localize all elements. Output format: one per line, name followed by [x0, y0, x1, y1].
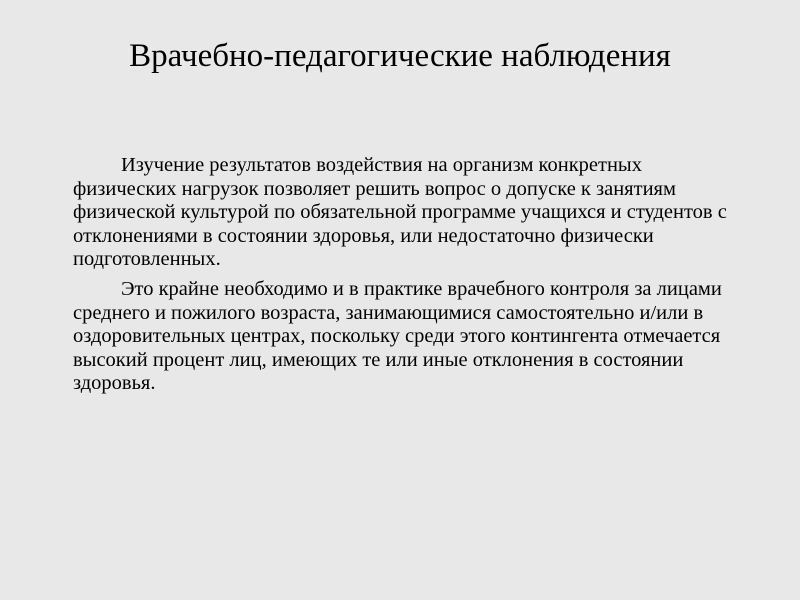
slide-title: Врачебно-педагогические наблюдения	[129, 38, 671, 74]
body-paragraph-1: Изучение результатов воздействия на организм конкретных физических нагрузок позволяет решить вопрос о допуске к занятиям физической культурой по обязательной программе учащихся и студентов с отклонениями в состоянии здоровья, или недостаточно физически подготовленных.	[73, 154, 727, 271]
body-paragraph-2: Это крайне необходимо и в практике врачебного контроля за лицами среднего и пожилого возраста, занимающимися самостоятельно и/или в оздоровительных центрах, поскольку среди этого контингента отмечается высокий процент лиц, имеющих те или иные отклонения в состоянии здоровья.	[73, 277, 722, 395]
slide-body	[73, 154, 743, 402]
